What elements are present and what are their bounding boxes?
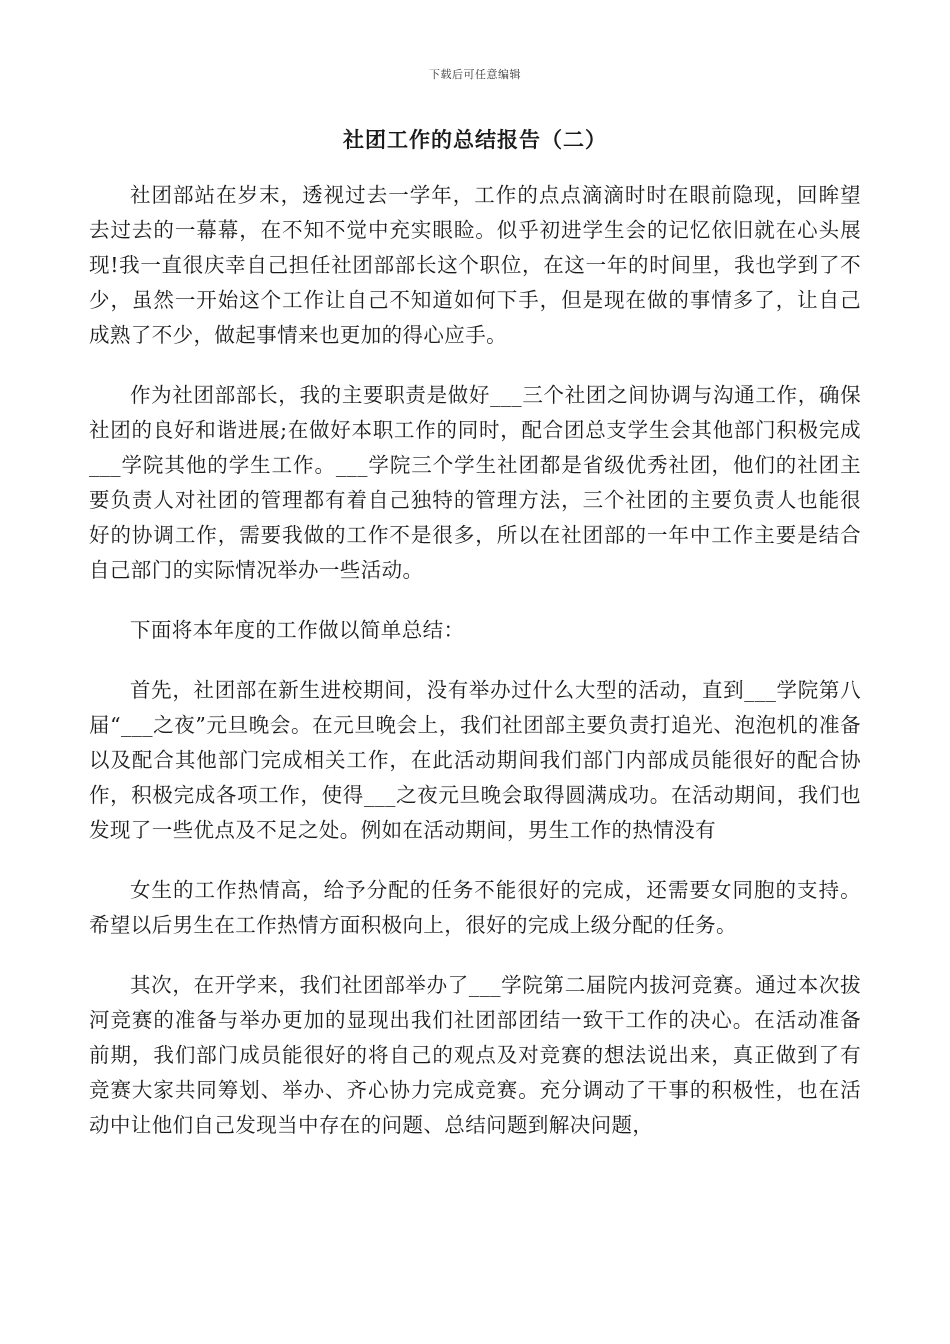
document-body [89,178,861,1168]
download-note: 下载后可任意编辑 [429,68,521,81]
paragraph-summary-lead: 下面将本年度的工作做以简单总结： [130,618,465,642]
paragraph-continuation: 女生的工作热情高，给予分配的任务不能很好的完成，还需要女同胞的支持。希望以后男生在工作热情方面积极向上，很好的完成上级分配的任务。 [89,878,861,937]
paragraph-second: 其次，在开学来，我们社团部举办了___学院第二届院内拔河竞赛。通过本次拔河竞赛的准备与举办更加的显现出我们社团部团结一致干工作的决心。在活动准备前期，我们部门成员能很好的将自己的观点及对竞赛的想法说出来，真正做到了有竞赛大家共同筹划、举办、齐心协力完成竞赛。充分调动了干事的积极性，也在活动中让他们自己发现当中存在的问题、总结问题到解决问题， [89,973,861,1137]
document-title: 社团工作的总结报告（二） [343,127,607,152]
paragraph-first: 首先，社团部在新生进校期间，没有举办过什么大型的活动，直到___学院第八届“___之夜”元旦晚会。在元旦晚会上，我们社团部主要负责打追光、泡泡机的准备以及配合其他部门完成相关工作，在此活动期间我们部门内部成员能很好的配合协作，积极完成各项工作，使得___之夜元旦晚会取得圆满成功。在活动期间，我们也发现了一些优点及不足之处。例如在活动期间，男生工作的热情没有 [89,678,861,842]
paragraph-duties: 作为社团部部长，我的主要职责是做好___三个社团之间协调与沟通工作，确保社团的良好和谐进展;在做好本职工作的同时，配合团总支学生会其他部门积极完成___学院其他的学生工作。___学院三个学生社团都是省级优秀社团，他们的社团主要负责人对社团的管理都有着自己独特的管理方法，三个社团的主要负责人也能很好的协调工作，需要我做的工作不是很多，所以在社团部的一年中工作主要是结合自己部门的实际情况举办一些活动。 [89,383,861,582]
paragraph-intro: 社团部站在岁末，透视过去一学年，工作的点点滴滴时时在眼前隐现，回眸望去过去的一幕幕，在不知不觉中充实眼睑。似乎初进学生会的记忆依旧就在心头展现!我一直很庆幸自己担任社团部部长这个职位，在这一年的时间里，我也学到了不少，虽然一开始这个工作让自己不知道如何下手，但是现在做的事情多了，让自己成熟了不少，做起事情来也更加的得心应手。 [89,183,861,347]
